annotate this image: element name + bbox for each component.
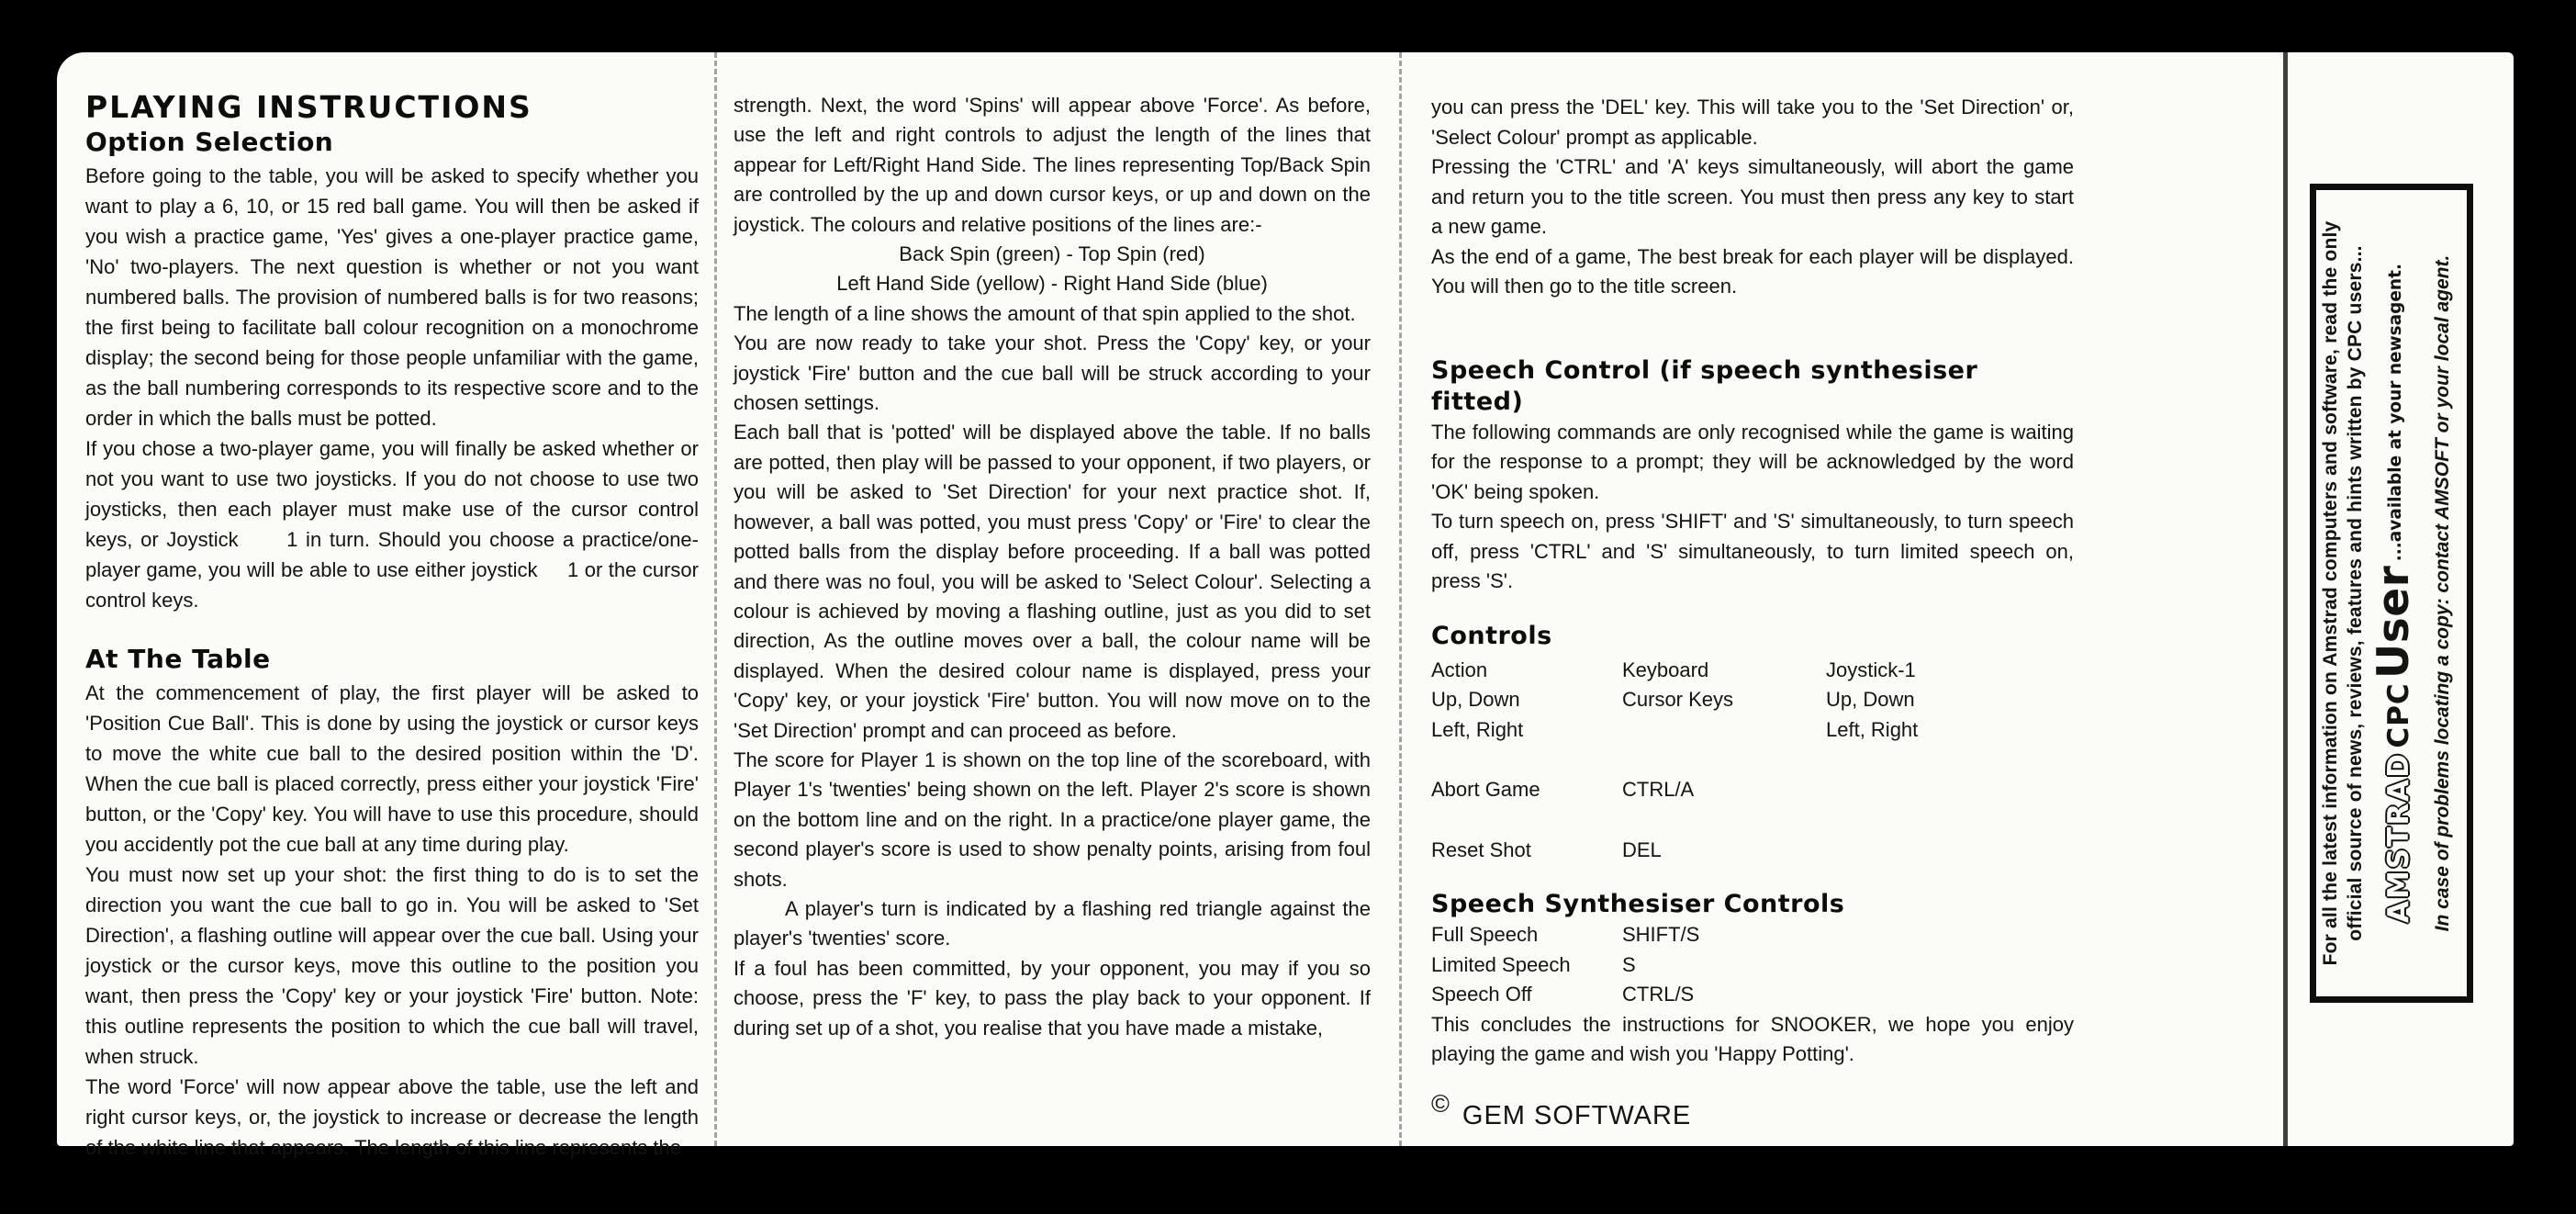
cell xyxy=(1826,836,2074,866)
paragraph: As the end of a game, The best break for each player will be displayed. You will then go to the title screen. xyxy=(1431,244,2074,298)
paragraph: The word 'Force' will now appear above the table, use the left and right cursor keys, or, the joystick to increase or decrease the length of the white line that appears. The length of this line represents the xyxy=(85,1075,699,1159)
cell xyxy=(1826,775,2074,805)
option-selection-heading: Option Selection xyxy=(85,127,334,157)
fold-line-2 xyxy=(1399,52,1402,1146)
ad-line-4: In case of problems locating a copy: contact AMSOFT or your local agent. xyxy=(2432,254,2453,932)
speech-control-heading: Speech Control (if speech synthesiser fitted) xyxy=(1431,355,1978,416)
paragraph: The following commands are only recognised while the game is waiting for the response to a prompt; they will be acknowledged by the word 'OK' being spoken. xyxy=(1431,420,2074,503)
paragraph: If a foul has been committed, by your opponent, you may if you so choose, press the 'F' key, to pass the play back to your opponent. If during set up of a shot, you realise that you have made a mistake, xyxy=(734,956,1371,1040)
fold-line-1 xyxy=(714,52,717,1146)
closing-paragraph: This concludes the instructions for SNOOKER, we hope you enjoy playing the game and wish you 'Happy Potting'. xyxy=(1431,1012,2074,1065)
brand-cpc: CPC xyxy=(2382,682,2415,748)
cell: Speech Off xyxy=(1431,983,1532,1006)
table-row xyxy=(1431,715,2074,746)
controls-col-keyboard: Keyboard xyxy=(1622,658,1709,681)
cell: Up, Down xyxy=(1431,688,1520,711)
column-middle xyxy=(734,91,1371,1043)
cell: SHIFT/S xyxy=(1622,923,1700,946)
paragraph: strength. Next, the word 'Spins' will appear above 'Force'. As before, use the left and right controls to adjust the length of the lines that appear for Left/Right Hand Side. The lines representing Top/Back Spin are controlled by the up and down cursor keys, or up and down on the joystick. The colours and relative positions of the lines are:- xyxy=(734,94,1371,236)
cell: Limited Speech xyxy=(1431,952,1571,976)
brand-availability-note: ...available at your newsagent. xyxy=(2386,264,2405,562)
cell xyxy=(1622,715,1826,746)
cell: CTRL/S xyxy=(1622,983,1695,1006)
ad-line-1: For all the latest information on Amstrad computers and software, read the only xyxy=(2320,220,2341,966)
paragraph: To turn speech on, press 'SHIFT' and 'S' simultaneously, to turn speech off, press 'CTRL' and 'S' simultaneously, to turn limited speech on, press 'S'. xyxy=(1431,510,2074,592)
cell: Abort Game xyxy=(1431,778,1540,801)
paragraph: Before going to the table, you will be asked to specify whether you want to play a 6, 10, or 15 red ball game. You will then be asked if you wish a practice game, 'Yes' gives a one-player practice game, 'No' two-players. The next question is whether or not you want numbered balls. The provision of numbered balls is for two reasons; the first being to facilitate ball colour recognition on a monochrome display; the second being for those people unfamiliar with the game, as the ball numbering corresponds to its respective score and to the order in which the balls must be potted. xyxy=(85,164,699,430)
ad-rotated-text xyxy=(2318,200,2465,986)
paragraph: The length of a line shows the amount of that spin applied to the shot. xyxy=(734,301,1356,325)
cell: Full Speech xyxy=(1431,923,1539,946)
controls-heading: Controls xyxy=(1431,621,1552,650)
paragraph: A player's turn is indicated by a flashing red triangle against the player's 'twenties' score. xyxy=(734,896,1371,950)
cell: Reset Shot xyxy=(1431,837,1531,861)
cell: Left, Right xyxy=(1431,717,1524,741)
brand-amstrad-outline: AMSTRAD xyxy=(2382,752,2415,923)
table-row xyxy=(1431,836,2074,866)
paragraph: Each ball that is 'potted' will be displayed above the table. If no balls are potted, then play will be passed to your opponent, if two players, or you will be asked to 'Set Direction' for your next practice shot. If, however, a ball was potted, you must press 'Copy' or 'Fire' to clear the potted balls from the display before proceeding. If a ball was potted and there was no foul, you will be asked to 'Select Colour'. Selecting a colour is achieved by moving a flashing outline, just as you did to set direction, As the outline moves over a ball, the colour name will be displayed. When the desired colour name is displayed, press your 'Copy' key, or your joystick 'Fire' button. You will now move on to the 'Set Direction' prompt and can proceed as before. xyxy=(734,421,1371,742)
copyright-icon: © xyxy=(1431,1089,1450,1118)
ad-line-2: official source of news, reviews, features and hints written by CPC users... xyxy=(2345,245,2366,941)
table-row xyxy=(1431,920,2074,950)
cell: DEL xyxy=(1622,837,1662,861)
paragraph: You are now ready to take your shot. Press the 'Copy' key, or your joystick 'Fire' button and the cue ball will be struck according to your chosen settings. xyxy=(734,332,1371,415)
table-row xyxy=(1431,980,2074,1010)
column-left xyxy=(85,89,699,1163)
table-row xyxy=(1431,950,2074,981)
table-row xyxy=(1431,685,2074,715)
paragraph: The score for Player 1 is shown on the top line of the scoreboard, with Player 1's 'twenties' being shown on the left. Player 2's score is shown on the bottom line and on the right. In a practice/one player game, the second player's score is used to show penalty points, arising from foul shots. xyxy=(734,748,1371,891)
spin-colour-line-1: Back Spin (green) - Top Spin (red) xyxy=(899,242,1205,266)
at-the-table-heading: At The Table xyxy=(85,644,271,674)
column-right xyxy=(1431,93,2074,1134)
speech-synth-table xyxy=(1431,920,2074,1010)
speech-synthesiser-controls-heading: Speech Synthesiser Controls xyxy=(1431,890,1845,918)
paragraph: you can press the 'DEL' key. This will take you to the 'Set Direction' or, 'Select Colour' prompt as applicable. xyxy=(1431,96,2074,149)
amstrad-cpc-user-ad-box xyxy=(2310,184,2473,1003)
paragraph: At the commencement of play, the first player will be asked to 'Position Cue Ball'. This is done by using the joystick or cursor keys to move the white cue ball to the desired position within the 'D'. When the cue ball is placed correctly, press either your joystick 'Fire' button, or the 'Copy' key. You will have to use this procedure, should you accidently pot the cue ball at any time during play. xyxy=(85,681,699,856)
paragraph: If you chose a two-player game, you will finally be asked whether or not you want to use two joysticks. If you do not choose to use two joysticks, then each player must make use of the cursor control keys, or Joystick 1 in turn. Should you choose a practice/one-player game, you will be able to use either joystick 1 or the cursor control keys. xyxy=(85,437,699,612)
cell: Left, Right xyxy=(1826,717,1919,741)
instruction-sheet xyxy=(57,52,2514,1159)
copyright-line xyxy=(1431,1090,2074,1134)
cell: S xyxy=(1622,952,1636,976)
cell: Up, Down xyxy=(1826,688,1915,711)
controls-table xyxy=(1431,656,2074,866)
table-row xyxy=(1431,775,2074,805)
paragraph: You must now set up your shot: the first thing to do is to set the direction you want the cue ball to go in. You will be asked to 'Set Direction', a flashing outline will appear over the cue ball. Using your joystick or the cursor keys, move this outline to the position you want, then press the 'Copy' key or your joystick 'Fire' button. Note: this outline represents the position to which the cue ball will travel, when struck. xyxy=(85,863,699,1068)
paragraph: Pressing the 'CTRL' and 'A' keys simultaneously, will abort the game and return you to the title screen. You must then press any key to start a new game. xyxy=(1431,155,2074,238)
cell: CTRL/A xyxy=(1622,778,1695,801)
brand-user: User xyxy=(2369,565,2419,679)
ad-brand-line xyxy=(2369,200,2426,986)
page-title: PLAYING INSTRUCTIONS xyxy=(85,89,532,125)
fold-line-3 xyxy=(2283,52,2288,1146)
spin-colour-line-2: Left Hand Side (yellow) - Right Hand Side (blue) xyxy=(836,272,1268,296)
controls-col-joystick: Joystick-1 xyxy=(1826,658,1916,681)
cell: Cursor Keys xyxy=(1622,688,1734,711)
publisher-name: GEM SOFTWARE xyxy=(1462,1100,1692,1130)
controls-header-row xyxy=(1431,656,2074,686)
controls-col-action: Action xyxy=(1431,658,1488,681)
